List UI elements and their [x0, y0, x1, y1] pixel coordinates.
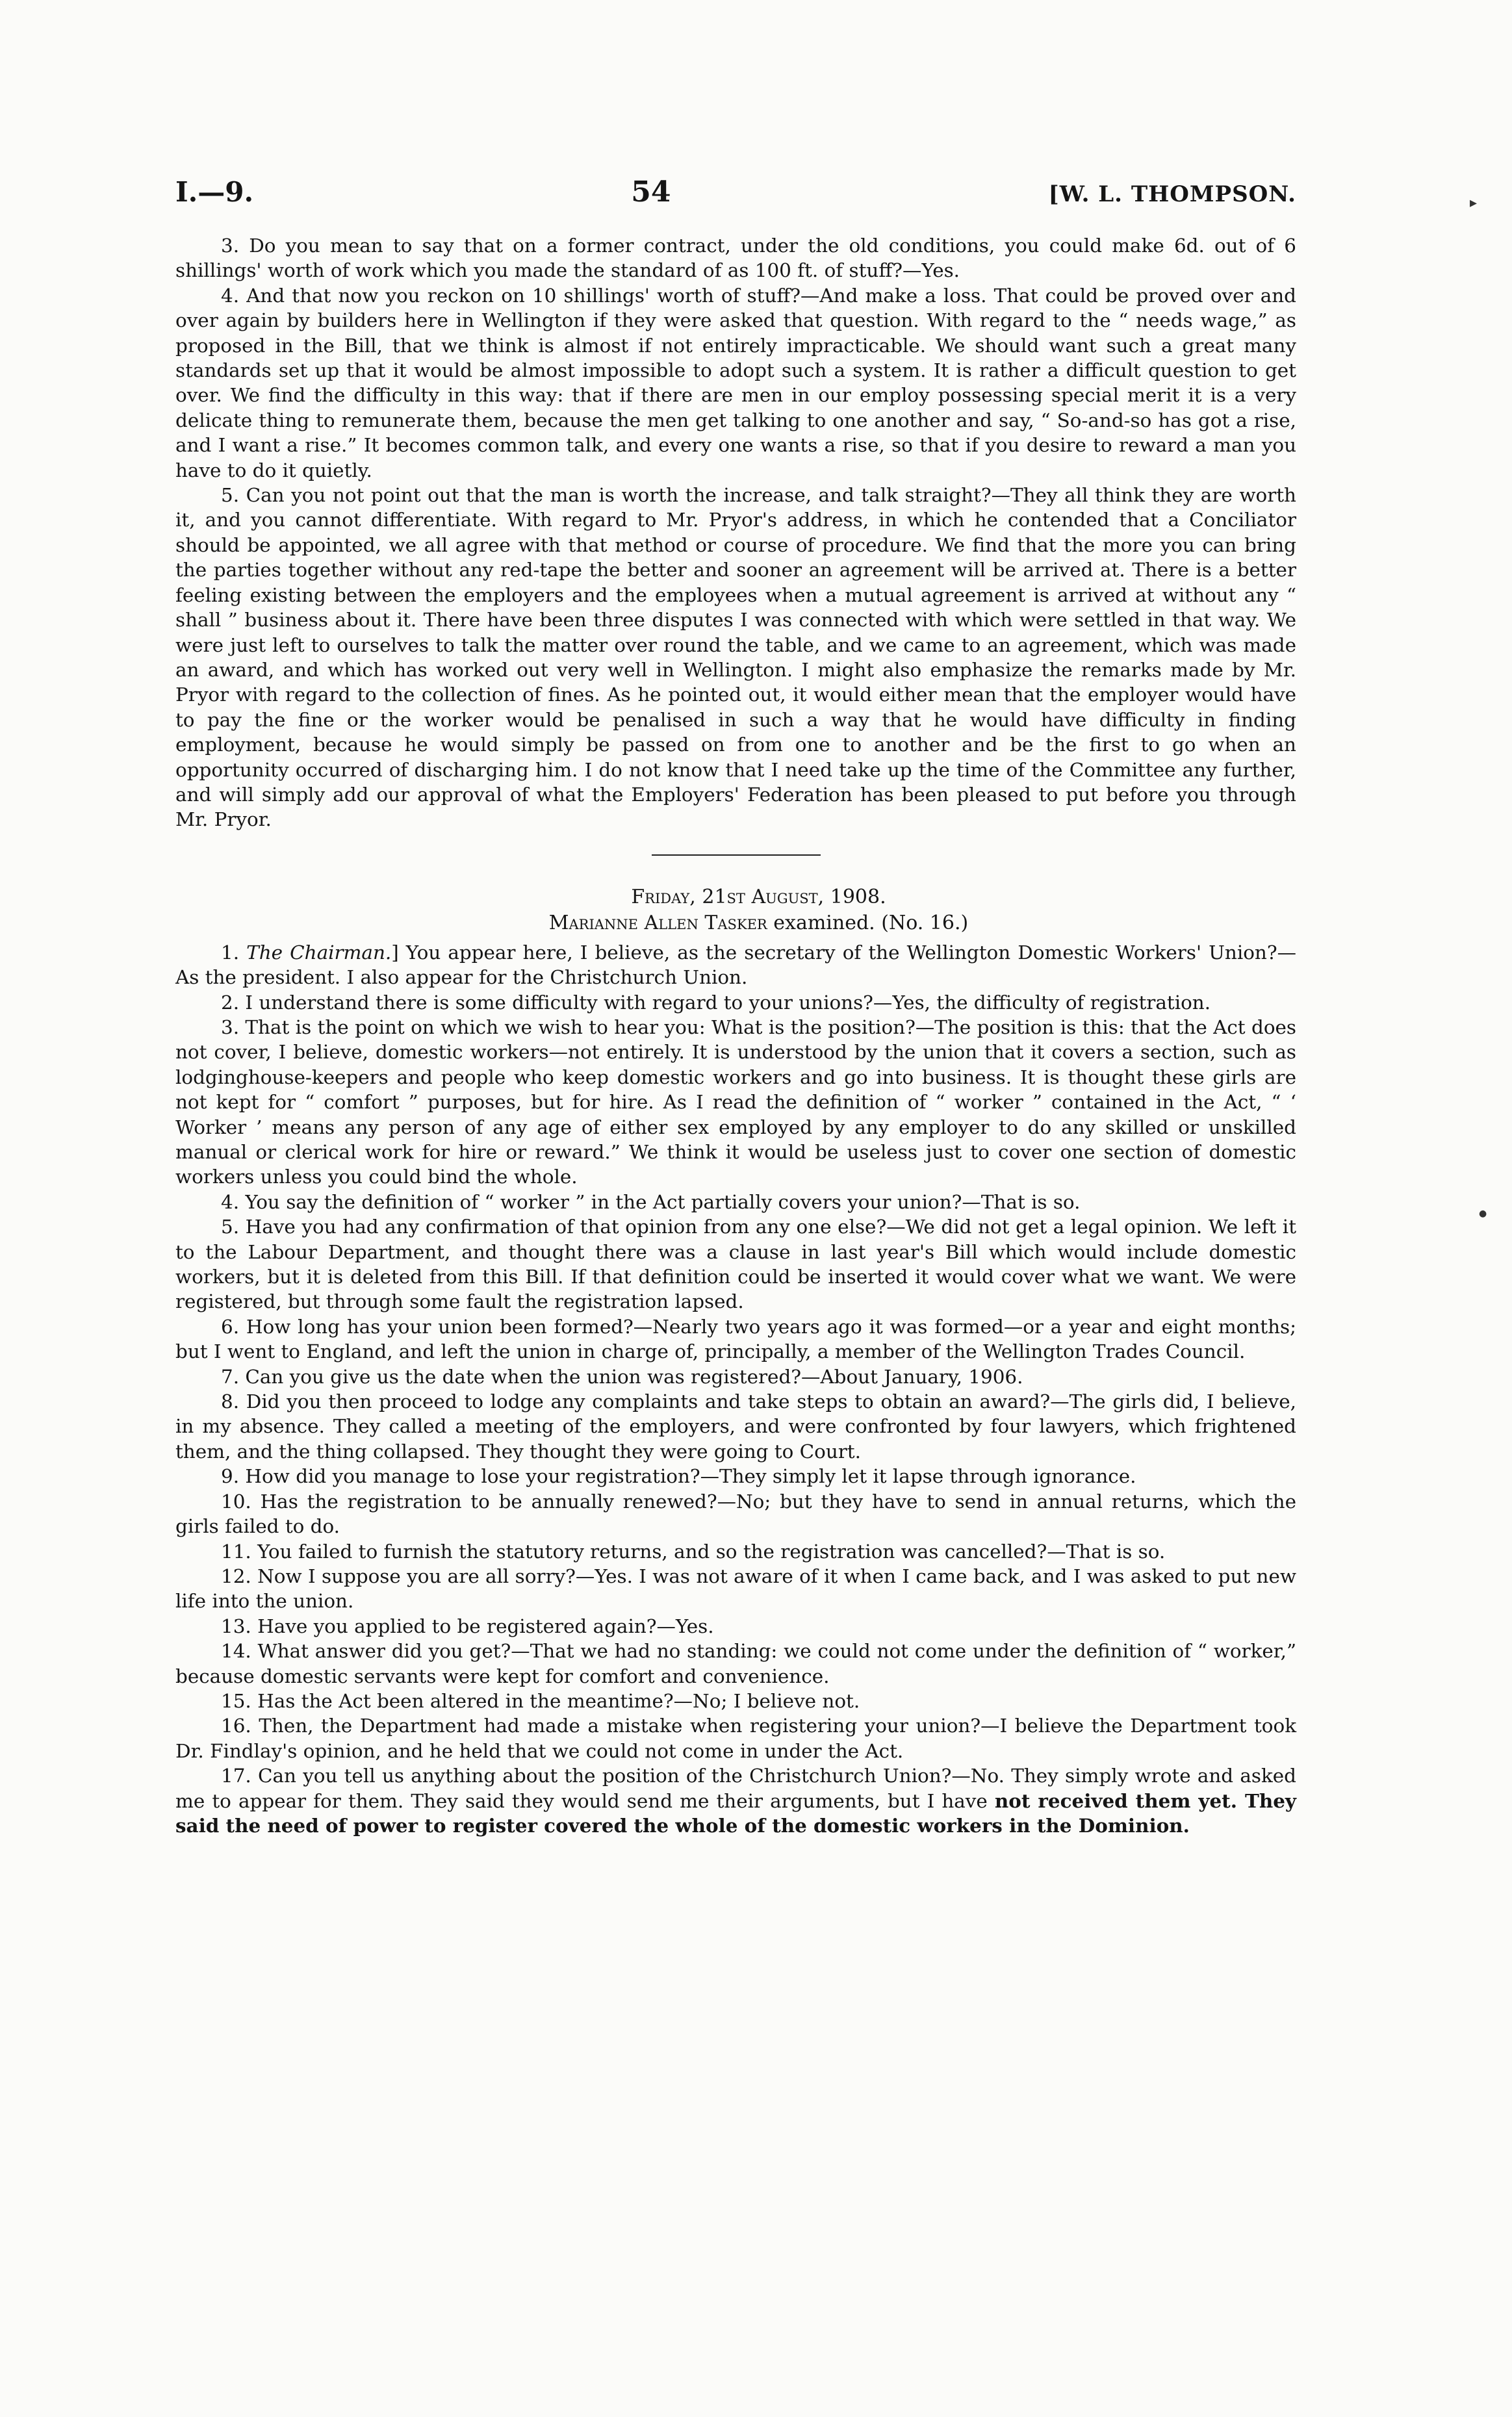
paragraph: 12. Now I suppose you are all sorry?—Yes. I was not aware of it when I came back, and I was asked to put new life into the union.: [175, 1565, 1297, 1613]
paragraph-text: ] You appear here, I believe, as the secretary of the Wellington Domestic Workers' Union?—As the president. I also appear for the Christchurch Union.: [175, 941, 1296, 989]
section-divider: [652, 854, 821, 856]
paragraph-text: 17. Can you tell us anything about the position of the Christchurch Union?—No. They simply wrote and asked me to appear for them. They said they would send me their arguments, but I have: [175, 1765, 1296, 1812]
paragraph: 7. Can you give us the date when the union was registered?—About January, 1906.: [221, 1365, 1023, 1388]
witness-name: Marianne Allen Tasker: [548, 911, 767, 934]
testimony-section-1: [175, 233, 1296, 832]
paragraph: 13. Have you applied to be registered again?—Yes.: [221, 1615, 714, 1637]
witness-heading: [175, 910, 1296, 936]
paragraph: 1. The Chairman.] You appear here, I believe, as the secretary of the Wellington Domestic Workers' Union?—As the president. I also appear for the Christchurch Union.: [175, 941, 1296, 989]
paragraph: 5. Can you not point out that the man is worth the increase, and talk straight?—They all think they are worth it, and you cannot differentiate. With regard to Mr. Pryor's address, in which he contended that a Conciliator should be appointed, we all agree with that method or course of procedure. We find that the more you can bring the parties together without any red-tape the better and sooner an agreement will be arrived at. There is a better feeling existing between the employers and the employees when a mutual agreement is arrived at without any “ shall ” business about it. There have been three disputes I was connected with which were settled in that way. We were just left to ourselves to talk the matter over round the table, and we came to an agreement, which was made an award, and which has worked out very well in Wellington. I might also emphasize the remarks made by Mr. Pryor with regard to the collection of fines. As he pointed out, it would either mean that the employer would have to pay the fine or the worker would be penalised in such a way that he would have difficulty in finding employment, because he would simply be passed on from one to another and be the first to go when an opportunity occurred of discharging him. I do not know that I need take up the time of the Committee any further, and will simply add our approval of what the Employers' Federation has been pleased to put before you through Mr. Pryor.: [175, 484, 1296, 831]
page-number: 54: [631, 175, 671, 209]
speaker-name: The Chairman.: [246, 941, 392, 964]
page-header: [175, 175, 1296, 209]
paragraph: 3. That is the point on which we wish to hear you: What is the position?—The position is this: that the Act does not cover, I believe, domestic workers—not entirely. It is understood by the union that it covers a section, such as lodginghouse-keepers and people who keep domestic workers and go into business. It is thought these girls are not kept for “ comfort ” purposes, but for hire. As I read the definition of “ worker ” contained in the Act, “ ‘ Worker ’ means any person of any age of either sex employed by any employer to do any skilled or unskilled manual or clerical work for hire or reward.” We think it would be useless just to cover one section of domestic workers unless you could bind the whole.: [175, 1016, 1296, 1188]
paragraph: 4. And that now you reckon on 10 shillings' worth of stuff?—And make a loss. That could be proved over and over again by builders here in Wellington if they were asked that question. With regard to the “ needs wage,” as proposed in the Bill, that we think is almost if not entirely impracticable. We should want such a great many standards set up that it would be almost impossible to adopt such a system. It is rather a difficult question to get over. We find the difficulty in this way: that if there are men in our employ possessing special merit it is a very delicate thing to remunerate them, because the men get talking to one another and say, “ So-and-so has got a rise, and I want a rise.” It becomes common talk, and every one wants a rise, so that if you desire to reward a man you have to do it quietly.: [175, 284, 1296, 481]
paragraph-text-bold: not received them yet. They said the need of power to register covered the whole of the domestic workers in the Dominion.: [175, 1789, 1296, 1837]
witness-examined: examined. (No. 16.): [767, 911, 969, 934]
margin-mark: ▸: [1470, 195, 1478, 211]
paragraph: 4. You say the definition of “ worker ” in the Act partially covers your union?—That is so.: [221, 1190, 1081, 1213]
witness-header: [W. L. THOMPSON.: [1048, 181, 1296, 207]
paragraph: 5. Have you had any confirmation of that opinion from any one else?—We did not get a legal opinion. We left it to the Labour Department, and thought there was a clause in last year's Bill which would include domestic workers, but it is deleted from this Bill. If that definition could be inserted it would cover what we want. We were registered, but through some fault the registration lapsed.: [175, 1216, 1296, 1313]
paragraph: 2. I understand there is some difficulty with regard to your unions?—Yes, the difficulty of registration.: [221, 991, 1211, 1014]
session-date: Friday, 21st August, 1908.: [631, 885, 886, 908]
paragraph: 14. What answer did you get?—That we had no standing: we could not come under the definition of “ worker,” because domestic servants were kept for comfort and convenience.: [175, 1640, 1296, 1687]
paragraph: [175, 1763, 1296, 1838]
document-page: [175, 175, 1296, 1838]
paragraph: 6. How long has your union been formed?—Nearly two years ago it was formed—or a year and eight months; but I went to England, and left the union in charge of, principally, a member of the Wellington Trades Council.: [175, 1315, 1296, 1363]
paragraph: 16. Then, the Department had made a mistake when registering your union?—I believe the Department took Dr. Findlay's opinion, and he held that we could not come in under the Act.: [175, 1715, 1296, 1762]
paragraph: 11. You failed to furnish the statutory returns, and so the registration was cancelled?—That is so.: [221, 1540, 1166, 1563]
paragraph: 8. Did you then proceed to lodge any complaints and take steps to obtain an award?—The girls did, I believe, in my absence. They called a meeting of the employers, and were confronted by four lawyers, which frightened them, and the thing collapsed. They thought they were going to Court.: [175, 1390, 1296, 1463]
paragraph: 9. How did you manage to lose your registration?—They simply let it lapse through ignorance.: [221, 1465, 1136, 1488]
paragraph: 15. Has the Act been altered in the meantime?—No; I believe not.: [221, 1689, 860, 1712]
paragraph: 3. Do you mean to say that on a former contract, under the old conditions, you could make 6d. out of 6 shillings' worth of work which you made the standard of as 100 ft. of stuff?—Yes.: [175, 235, 1296, 282]
paragraph: 10. Has the registration to be annually renewed?—No; but they have to send in annual returns, which the girls failed to do.: [175, 1490, 1296, 1538]
document-reference: I.—9.: [175, 176, 254, 208]
margin-mark: ●: [1479, 1208, 1487, 1219]
testimony-section-2: [175, 940, 1296, 1839]
